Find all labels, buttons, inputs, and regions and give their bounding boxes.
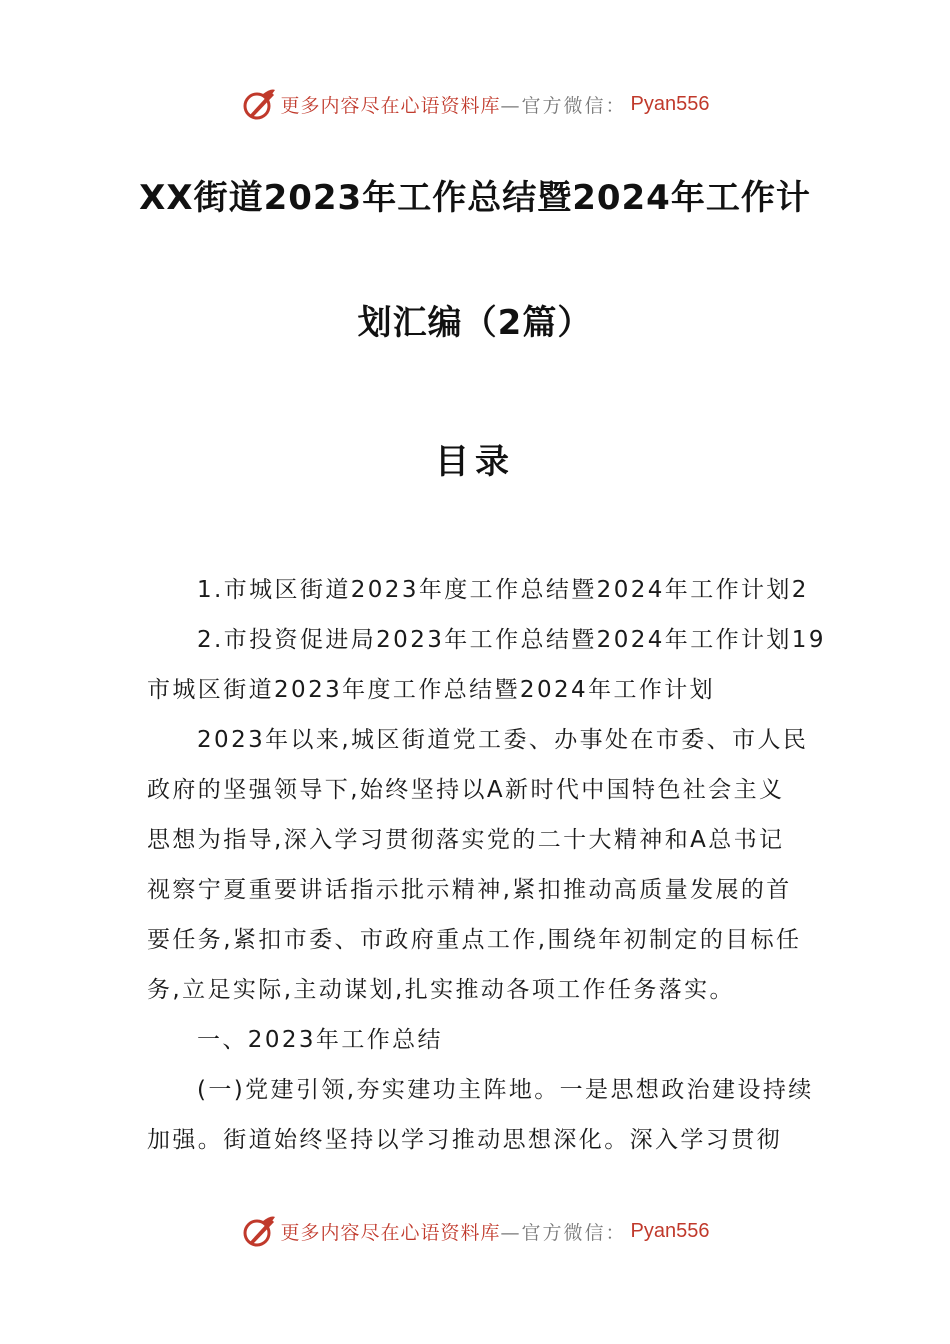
quill-logo-icon (241, 86, 277, 122)
article-title: 市城区街道2023年度工作总结暨2024年工作计划 (147, 677, 716, 703)
paragraph-line: 思想为指导,深入学习贯彻落实党的二十大精神和A总书记 (147, 827, 785, 853)
banner-wechat-label: —官方微信： (500, 94, 627, 117)
paragraph-line: 政府的坚强领导下,始终坚持以A新时代中国特色社会主义 (147, 777, 785, 803)
paragraph-line: 加强。街道始终坚持以学习推动思想深化。深入学习贯彻 (147, 1127, 782, 1153)
banner-wechat-id: Pyan556 (630, 92, 710, 115)
footer-banner (0, 1209, 950, 1253)
toc-item-2[interactable]: 2.市投资促进局2023年工作总结暨2024年工作计划19 (197, 627, 826, 653)
paragraph-line: 2023年以来,城区街道党工委、办事处在市委、市人民 (197, 727, 809, 753)
paragraph-line: 要任务,紧扣市委、市政府重点工作,围绕年初制定的目标任 (147, 927, 802, 953)
paragraph-line: 视察宁夏重要讲话指示批示精神,紧扣推动高质量发展的首 (147, 877, 792, 903)
toc-item-1[interactable]: 1.市城区街道2023年度工作总结暨2024年工作计划2 (197, 577, 809, 603)
banner-text: 更多内容尽在心语资料库 (280, 94, 501, 117)
document-title-line-1: XX街道2023年工作总结暨2024年工作计 (139, 178, 811, 218)
header-banner (0, 82, 950, 126)
document-title-line-2: 划汇编（2篇） (357, 303, 593, 343)
paragraph-line: (一)党建引领,夯实建功主阵地。一是思想政治建设持续 (197, 1077, 814, 1103)
banner-text: 更多内容尽在心语资料库 (280, 1221, 501, 1244)
banner-wechat-id: Pyan556 (630, 1219, 710, 1242)
quill-logo-icon (241, 1213, 277, 1249)
paragraph-line: 务,立足实际,主动谋划,扎实推动各项工作任务落实。 (147, 977, 735, 1003)
banner-wechat-label: —官方微信： (500, 1221, 627, 1244)
toc-heading: 目录 (435, 442, 515, 482)
section-heading: 一、2023年工作总结 (197, 1027, 443, 1053)
